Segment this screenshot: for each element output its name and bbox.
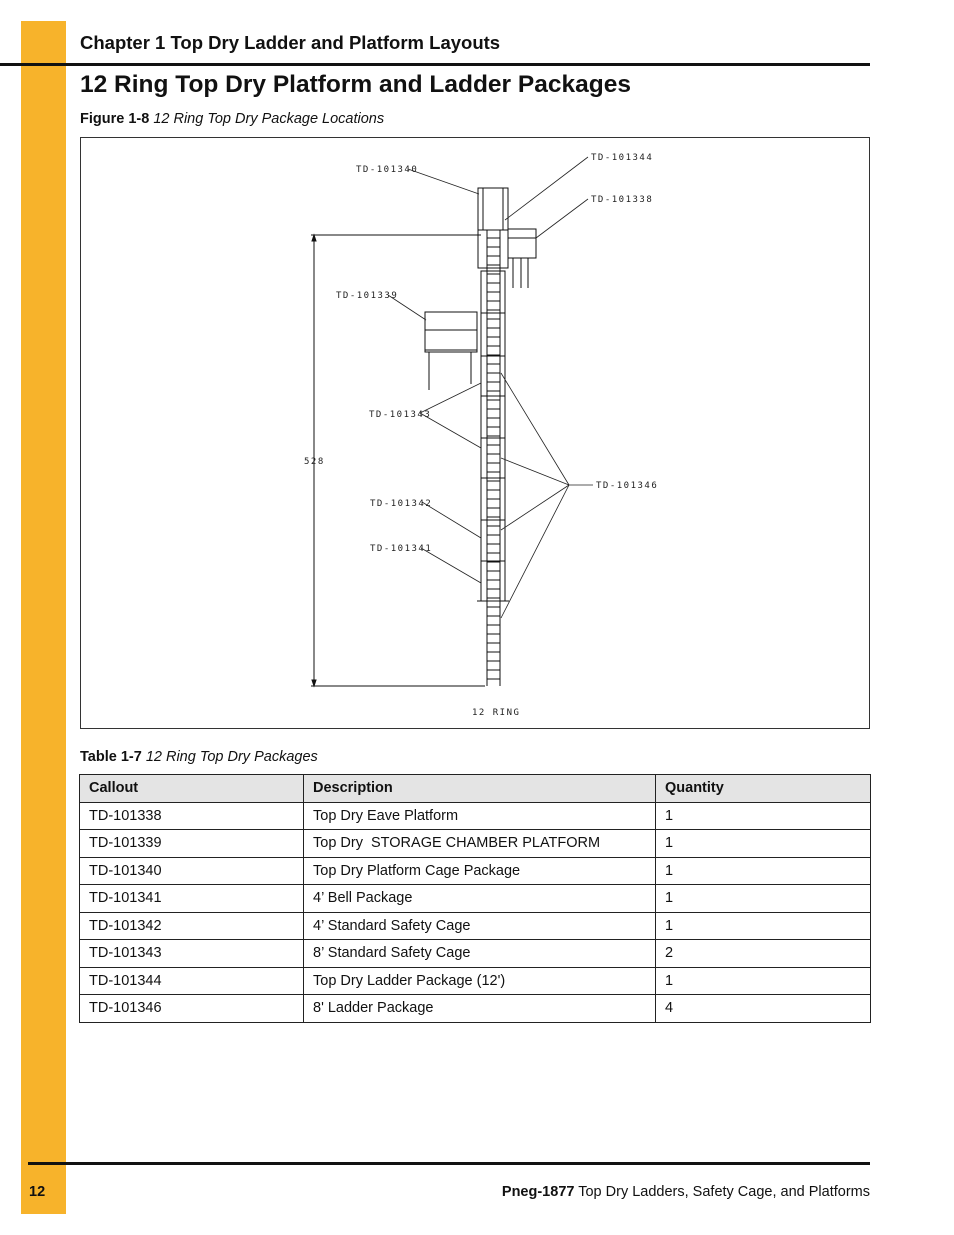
eave-platform [508,229,536,258]
cell-description: Top Dry Eave Platform [304,802,656,830]
figure-number: Figure 1-8 [80,111,150,127]
cell-description: 8’ Standard Safety Cage [304,940,656,968]
label-td101344: TD-101344 [591,153,654,163]
cell-callout: TD-101344 [80,967,304,995]
table-row [80,830,871,858]
table-row [80,857,871,885]
figure-drawing [80,137,870,729]
packages-table [79,774,871,1023]
ladder-layout-drawing [81,138,869,728]
cell-callout: TD-101340 [80,857,304,885]
cell-description: Top Dry Platform Cage Package [304,857,656,885]
header-rule [0,63,870,66]
cell-quantity: 1 [656,830,871,858]
cell-description: 4’ Bell Package [304,885,656,913]
dimension-arrow-bottom [312,680,316,686]
cell-description: 8' Ladder Package [304,995,656,1023]
column-header-callout: Callout [80,775,304,803]
footer-text [502,1184,870,1200]
label-td101341: TD-101341 [370,544,433,554]
table-row [80,940,871,968]
cell-quantity: 1 [656,967,871,995]
label-td101342: TD-101342 [370,499,433,509]
cell-quantity: 1 [656,912,871,940]
cell-quantity: 2 [656,940,871,968]
table-caption-text: 12 Ring Top Dry Packages [145,749,318,765]
figure-caption-text: 12 Ring Top Dry Package Locations [153,111,385,127]
label-td101343: TD-101343 [369,410,432,420]
label-td101339: TD-101339 [336,291,399,301]
cell-callout: TD-101346 [80,995,304,1023]
document-title: Top Dry Ladders, Safety Cage, and Platforms [578,1184,870,1200]
leader-td101344 [505,157,588,220]
column-header-quantity: Quantity [656,775,871,803]
figure-caption [80,111,384,127]
label-ring: 12 RING [472,708,521,718]
table-row [80,967,871,995]
cell-description: Top Dry Ladder Package (12') [304,967,656,995]
document-id: Pneg-1877 [501,1184,575,1200]
page-title: 12 Ring Top Dry Platform and Ladder Packages [80,71,631,98]
label-td101338: TD-101338 [591,195,654,205]
leader-td101340 [408,169,479,194]
cell-quantity: 4 [656,995,871,1023]
platform-cage-lower [478,230,508,268]
table-number: Table 1-7 [80,749,142,765]
cell-quantity: 1 [656,802,871,830]
footer-rule [28,1162,870,1165]
cell-quantity: 1 [656,857,871,885]
table-header-row [80,775,871,803]
page-number: 12 [29,1184,46,1200]
table-row [80,995,871,1023]
cell-callout: TD-101339 [80,830,304,858]
cell-callout: TD-101342 [80,912,304,940]
cell-description: 4’ Standard Safety Cage [304,912,656,940]
dimension-arrow-top [312,235,316,241]
cell-callout: TD-101341 [80,885,304,913]
leader-td101338 [536,199,588,238]
label-dimension: 528 [304,457,325,467]
table-caption [80,749,318,765]
cell-callout: TD-101338 [80,802,304,830]
chapter-heading: Chapter 1 Top Dry Ladder and Platform Layouts [80,32,501,53]
storage-chamber-platform [425,312,477,352]
table-row [80,802,871,830]
column-header-description: Description [304,775,656,803]
table-row [80,912,871,940]
ladder-rungs [487,238,500,679]
cell-quantity: 1 [656,885,871,913]
label-td101346: TD-101346 [596,481,659,491]
label-td101340: TD-101340 [356,165,419,175]
cell-callout: TD-101343 [80,940,304,968]
cell-description: Top Dry STORAGE CHAMBER PLATFORM [304,830,656,858]
side-accent-bar [21,21,66,1214]
table-row [80,885,871,913]
